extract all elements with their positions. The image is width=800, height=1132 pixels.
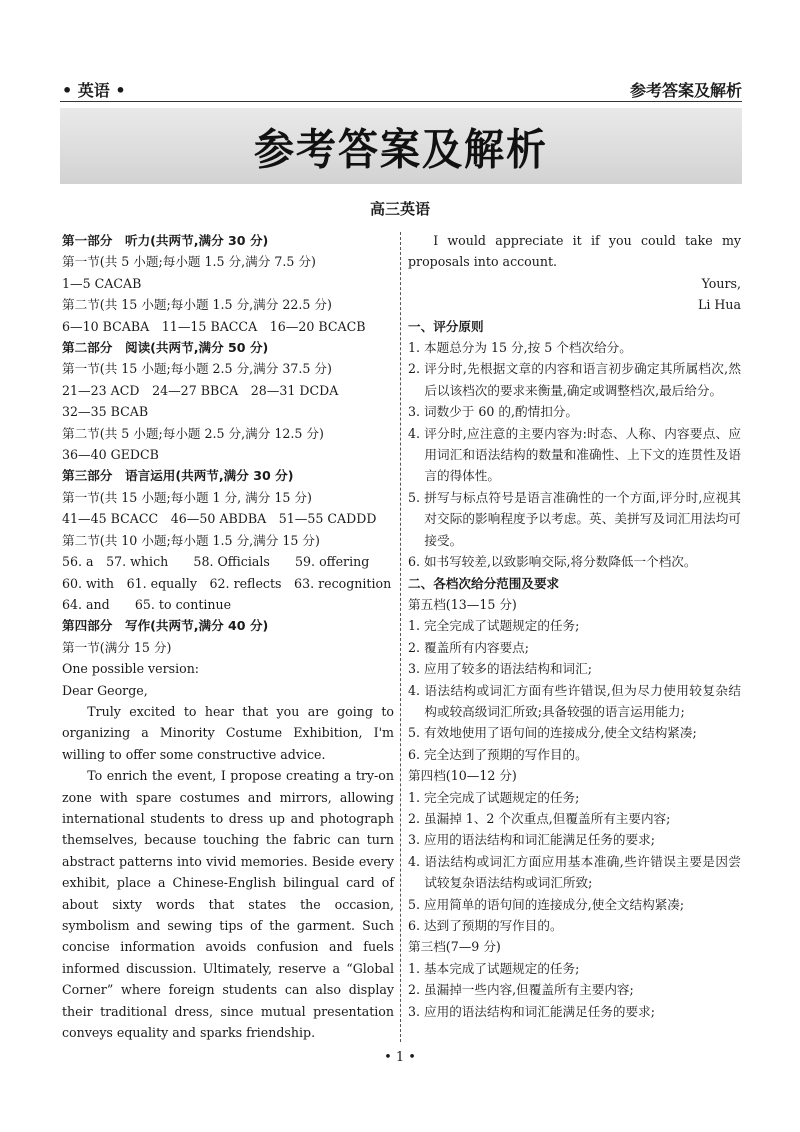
page-subtitle: 高三英语: [369, 200, 430, 218]
text-line: Li Hua: [698, 297, 741, 313]
header-section-title: 参考答案及解析: [629, 81, 742, 100]
left-column: [62, 230, 394, 1043]
text-line: 6. 如书写较差,以致影响交际,将分数降低一个档次。: [408, 554, 697, 570]
section-heading: 第一部分 听力(共两节,满分 30 分): [62, 233, 269, 248]
banner-title: 参考答案及解析: [254, 124, 548, 175]
text-line: 第一节(共 15 小题;每小题 2.5 分,满分 37.5 分): [62, 361, 332, 377]
page-number: • 1 •: [384, 1050, 416, 1065]
text-line: 36—40 GEDCB: [62, 447, 159, 463]
text-line: 第三档(7—9 分): [408, 939, 501, 955]
text-line: 6—10 BCABA 11—15 BACCA 16—20 BCACB: [62, 318, 366, 334]
text-line: 4. 语法结构或词汇方面应用基本准确,些许错误主要是因尝试较复杂语法结构或词汇所致;: [408, 853, 741, 891]
text-line: 第一节(共 15 小题;每小题 1 分, 满分 15 分): [62, 489, 312, 505]
text-line: 21—23 ACD 24—27 BBCA 28—31 DCDA: [62, 382, 339, 398]
text-line: 第二节(共 5 小题;每小题 2.5 分,满分 12.5 分): [62, 425, 324, 441]
text-line: 5. 有效地使用了语句间的连接成分,使全文结构紧凑;: [408, 725, 697, 741]
text-line: 3. 应用了较多的语法结构和词汇;: [408, 661, 592, 677]
text-line: One possible version:: [62, 661, 200, 677]
section-heading: 第四部分 写作(共两节,满分 40 分): [62, 618, 269, 634]
text-line: 1. 完全完成了试题规定的任务;: [408, 618, 580, 634]
text-line: 6. 完全达到了预期的写作目的。: [408, 746, 588, 762]
text-line: 2. 覆盖所有内容要点;: [408, 639, 530, 655]
text-line: 6. 达到了预期的写作目的。: [408, 918, 563, 933]
text-line: 1. 本题总分为 15 分,按 5 个档次给分。: [408, 340, 632, 356]
text-line: 2. 评分时,先根据文章的内容和语言初步确定其所属档次,然后以该档次的要求来衡量,确定或调整档次,最后给分。: [408, 361, 741, 398]
text-line: 2. 虽漏掉一些内容,但覆盖所有主要内容;: [408, 982, 634, 998]
text-line: 64. and 65. to continue: [62, 596, 232, 612]
header-rule: [60, 101, 742, 102]
text-line: 1. 基本完成了试题规定的任务;: [408, 960, 580, 976]
text-line: 3. 词数少于 60 的,酌情扣分。: [408, 404, 578, 420]
text-line: To enrich the event, I propose creating a try-on zone with spare costumes and mirrors, allowing international students to dress up and photograph themselves, because touching the fabric can turn abstract patterns into vivid memories. Beside every exhibit, place a Chinese-English bilingual card of about sixty words that states the occasion, symbolism and sewing tips of the garment. Such concise information avoids confusion and fuels informed discussion. Ultimately, reserve a “Global Corner” where foreign students can also display their traditional dress, since mutual presentation conveys equality and sparks friendship.: [62, 768, 394, 1041]
right-column: [408, 230, 741, 1022]
text-line: 60. with 61. equally 62. reflects 63. recognition: [62, 575, 392, 591]
text-line: 2. 虽漏掉 1、2 个次重点,但覆盖所有主要内容;: [408, 810, 671, 826]
text-line: I would appreciate it if you could take my proposals into account.: [408, 233, 741, 270]
text-line: 3. 应用的语法结构和词汇能满足任务的要求;: [408, 1003, 655, 1019]
text-line: Truly excited to hear that you are going to organizing a Minority Costume Exhibition, I'm willing to offer some constructive advice.: [62, 703, 394, 762]
text-line: 3. 应用的语法结构和词汇能满足任务的要求;: [408, 832, 655, 848]
text-line: 5. 应用简单的语句间的连接成分,使全文结构紧凑;: [408, 896, 685, 912]
header-subject: • 英语 •: [62, 81, 126, 100]
column-divider: [400, 232, 401, 1042]
text-line: 4. 语法结构或词汇方面有些许错误,但为尽力使用较复杂结构或较高级词汇所致;具备较强的语言运用能力;: [408, 682, 741, 719]
text-line: 41—45 BCACC 46—50 ABDBA 51—55 CADDD: [62, 511, 377, 527]
text-line: 5. 拼写与标点符号是语言准确性的一个方面,评分时,应视其对交际的影响程度予以考虑。英、美拼写及词汇用法均可接受。: [408, 489, 741, 548]
text-line: 1—5 CACAB: [62, 275, 142, 291]
text-line: 56. a 57. which 58. Officials 59. offering: [62, 554, 370, 570]
title-banner: [60, 108, 742, 184]
text-line: 第一节(共 5 小题;每小题 1.5 分,满分 7.5 分): [62, 254, 316, 270]
text-line: Yours,: [701, 275, 741, 291]
text-line: 第五档(13—15 分): [408, 596, 517, 612]
text-line: 第二节(共 10 小题;每小题 1.5 分,满分 15 分): [62, 532, 320, 548]
text-line: Dear George,: [62, 682, 148, 698]
text-line: 第四档(10—12 分): [408, 768, 517, 784]
text-line: 第一节(满分 15 分): [62, 639, 172, 655]
text-line: 32—35 BCAB: [62, 404, 149, 420]
section-heading: 第二部分 阅读(共两节,满分 50 分): [62, 340, 269, 356]
section-heading: 一、评分原则: [408, 318, 484, 334]
section-heading: 二、各档次给分范围及要求: [408, 575, 560, 591]
text-line: 1. 完全完成了试题规定的任务;: [408, 789, 580, 805]
text-line: 4. 评分时,应注意的主要内容为:时态、人称、内容要点、应用词汇和语法结构的数量和准确性、上下文的连贯性及语言的得体性。: [408, 425, 741, 484]
section-heading: 第三部分 语言运用(共两节,满分 30 分): [62, 468, 294, 484]
text-line: 第二节(共 15 小题;每小题 1.5 分,满分 22.5 分): [62, 297, 332, 313]
